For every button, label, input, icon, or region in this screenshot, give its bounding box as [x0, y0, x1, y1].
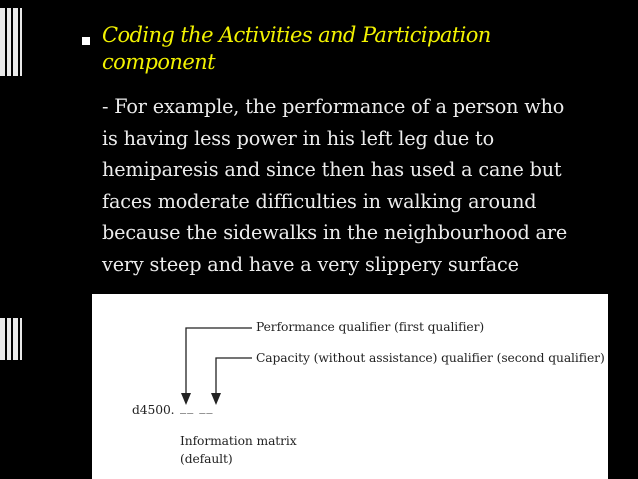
- bar-stripe: [20, 318, 22, 360]
- bar-stripe: [7, 318, 11, 360]
- connector-second-qualifier: [216, 358, 252, 395]
- body-paragraph: [102, 91, 622, 280]
- bar-stripe: [13, 318, 18, 360]
- body-line: - For example, the performance of a person who: [102, 95, 565, 118]
- heading-line: Coding the Activities and Participation: [102, 23, 491, 47]
- body-line: very steep and have a very slippery surface: [102, 252, 519, 276]
- bar-stripe: [20, 8, 22, 76]
- qualifier-blanks: __ __: [180, 400, 214, 414]
- decorative-bars-top: [0, 8, 22, 76]
- connector-first-qualifier: [186, 328, 252, 395]
- bar-stripe: [7, 8, 11, 76]
- bar-stripe: [0, 8, 5, 76]
- capacity-qualifier-label: Capacity (without assistance) qualifier (second qualifier): [256, 351, 605, 365]
- slide-heading: [102, 22, 612, 76]
- qualifier-diagram: [92, 294, 608, 479]
- code-label: d4500.: [132, 403, 175, 417]
- information-matrix-default: (default): [180, 452, 233, 466]
- body-line: hemiparesis and since then has used a cane but: [102, 158, 562, 181]
- body-line: because the sidewalks in the neighbourhood are: [102, 221, 568, 244]
- bullet-square-icon: [82, 37, 90, 45]
- decorative-bars-bottom: [0, 318, 22, 360]
- performance-qualifier-label: Performance qualifier (first qualifier): [256, 320, 485, 334]
- information-matrix-label: Information matrix: [180, 434, 297, 448]
- bar-stripe: [13, 8, 18, 76]
- bar-stripe: [0, 318, 5, 360]
- body-line: faces moderate difficulties in walking around: [102, 189, 537, 213]
- heading-line: component: [102, 50, 215, 74]
- body-line: is having less power in his left leg due to: [102, 126, 494, 150]
